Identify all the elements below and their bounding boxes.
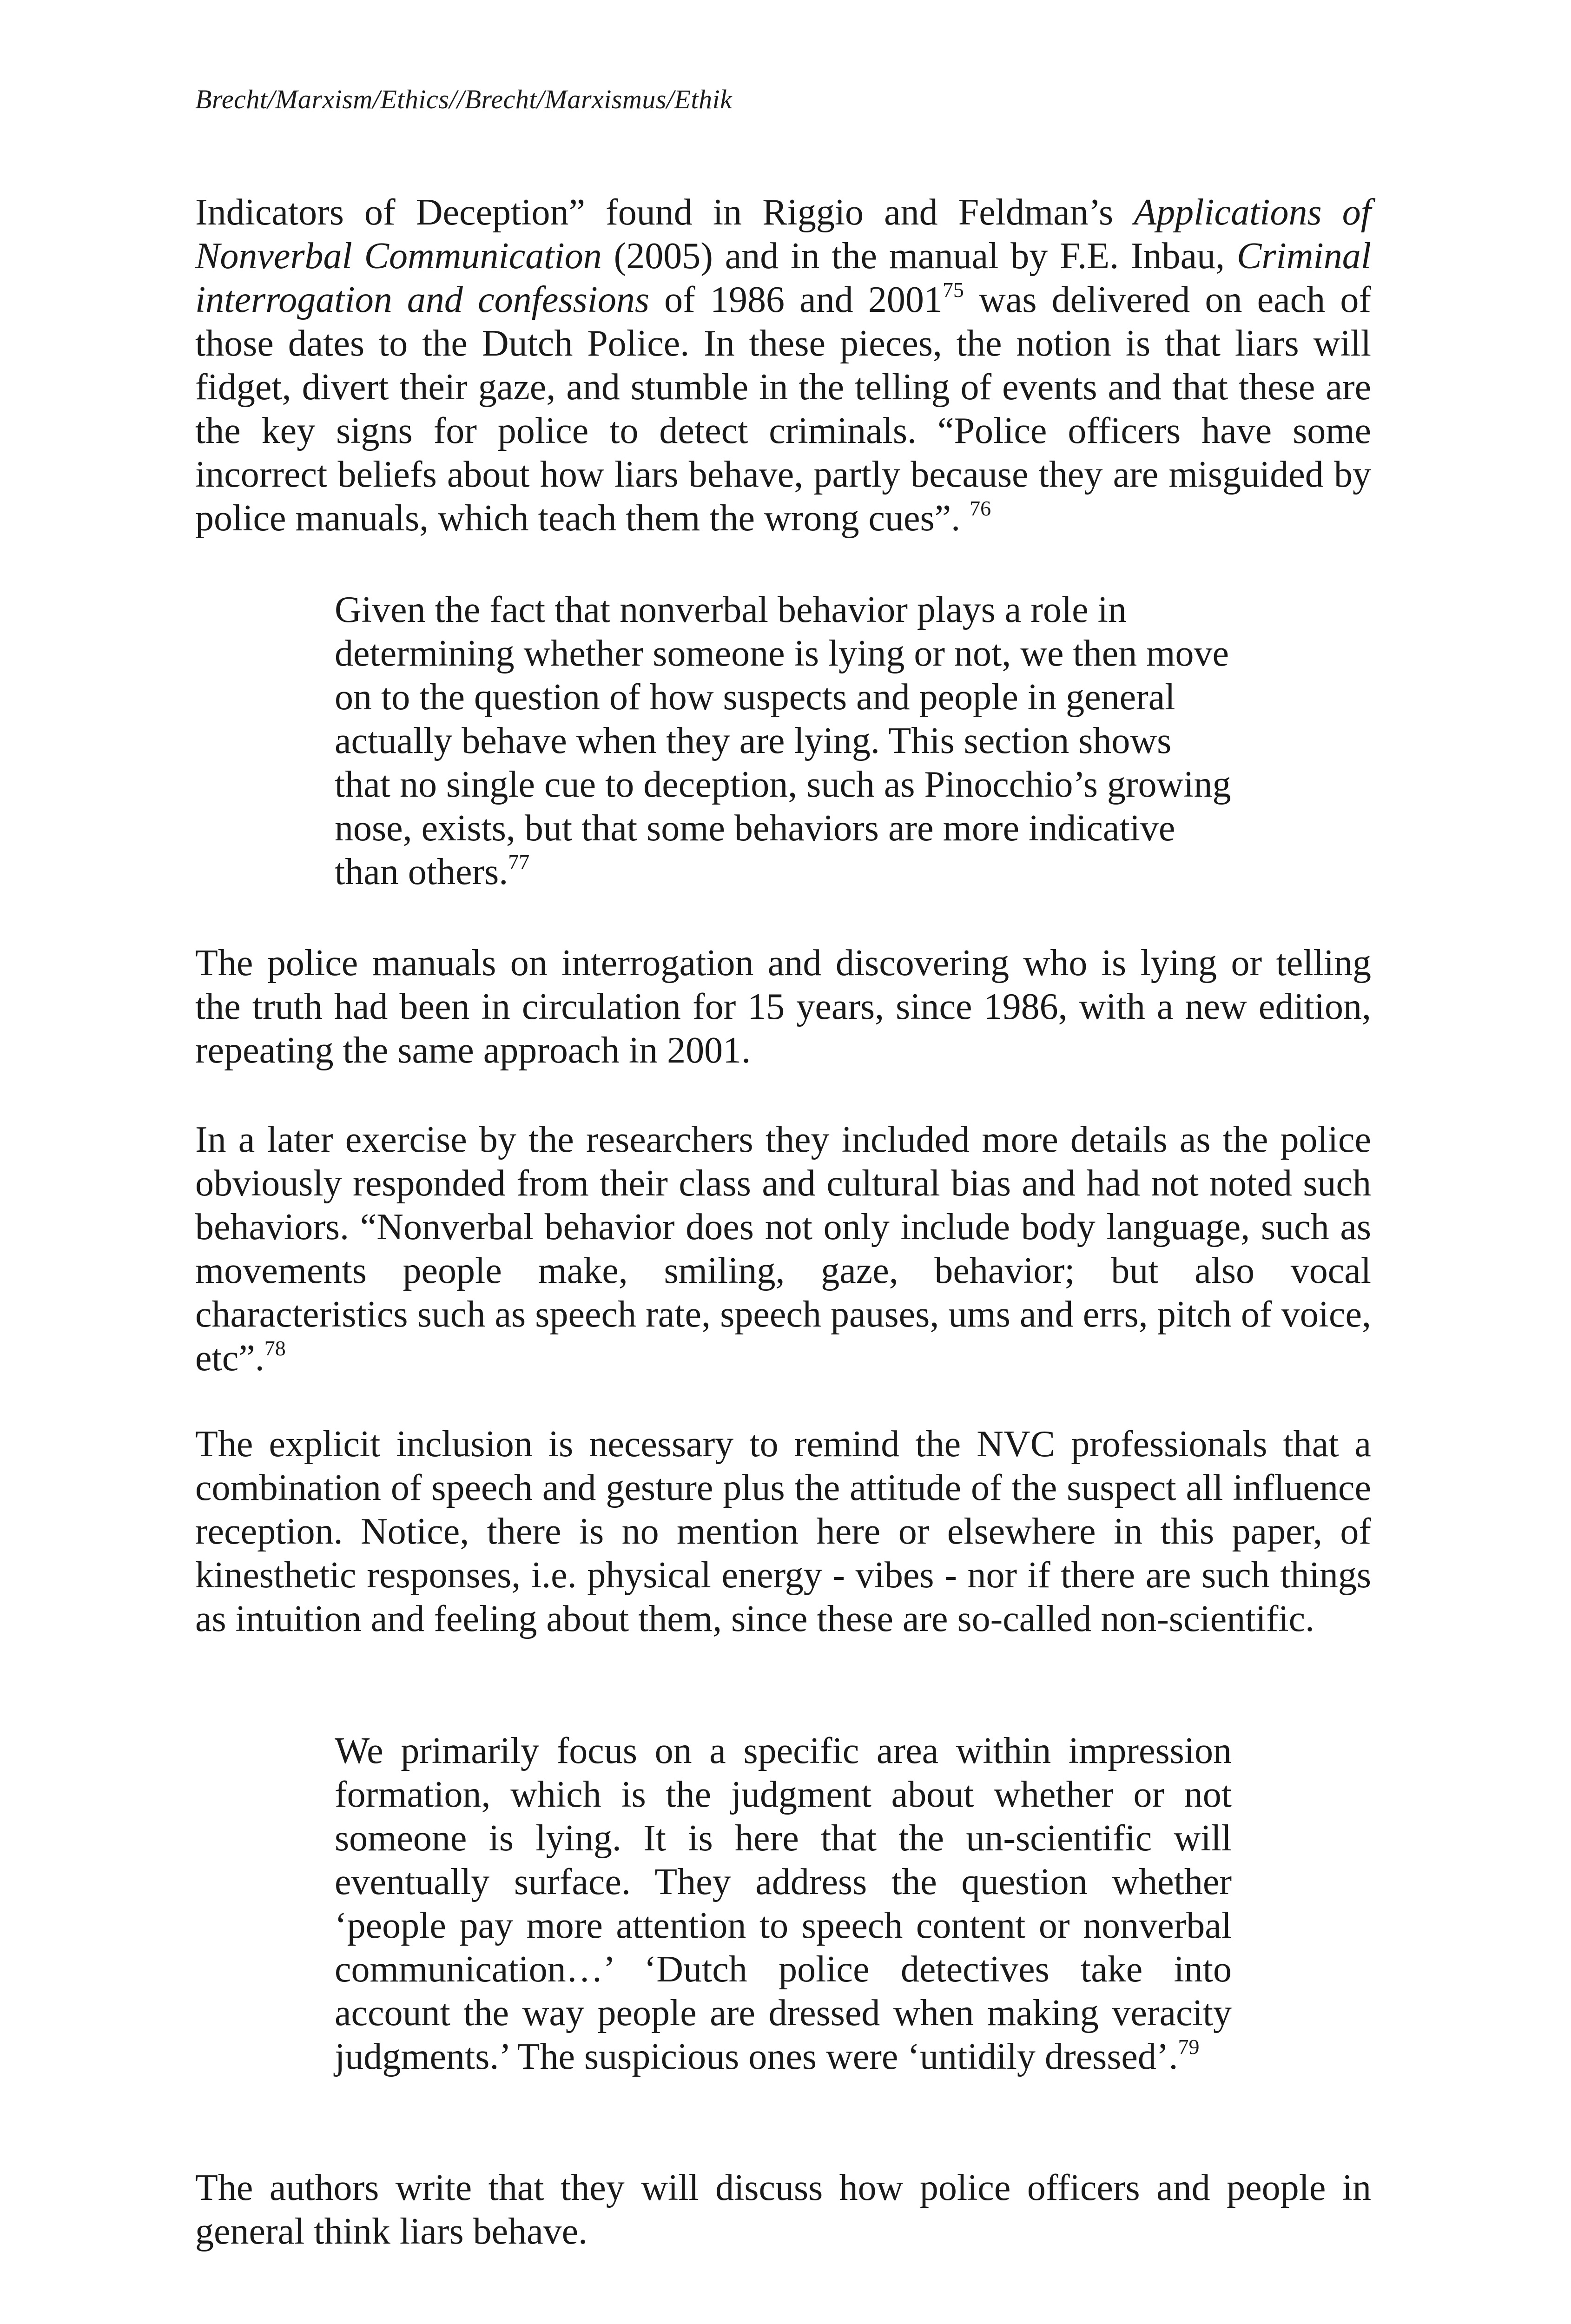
block-quote-2 [335, 1729, 1232, 2079]
footnote-ref-79[interactable]: 79 [1178, 2034, 1200, 2059]
paragraph-5-text: The authors write that they will discuss how police officers and people in general think liars behave. [195, 2167, 1371, 2252]
book-title-criminal-interrogation: Criminal interrogation and confessions [195, 236, 1371, 320]
paragraph-1-text: Indicators of Deception” found in Riggio and Feldman’s [195, 192, 1134, 233]
running-head: Brecht/Marxism/Ethics//Brecht/Marxismus/Ethik [195, 84, 733, 114]
paragraph-1-text: of 1986 and 2001 [649, 279, 943, 320]
block-quote-1 [335, 588, 1232, 894]
paragraph-5 [195, 2166, 1371, 2253]
paragraph-3 [195, 1118, 1371, 1380]
footnote-ref-76[interactable]: 76 [970, 496, 991, 520]
footnote-ref-75[interactable]: 75 [942, 277, 964, 302]
block-quote-2-text: We primarily focus on a specific area within impression formation, which is the judgment about whether or not someone is lying. It is here that the un-scientific will eventually surface. They address the question whether ‘people pay more attention to speech content or nonverbal communication…’ ‘Dutch police detectives take into account the way people are dressed when making veracity judgments.’ The suspicious ones were ‘untidily dressed’. [335, 1730, 1232, 2077]
footnote-ref-77[interactable]: 77 [508, 850, 530, 874]
paragraph-1-text: was delivered on each of those dates to the Dutch Police. In these pieces, the notion is that liars will fidget, divert their gaze, and stumble in the telling of events and that these are the key signs for police to detect criminals. “Police officers have some incorrect beliefs about how liars behave, partly because they are misguided by police manuals, which teach them the wrong cues”. [195, 279, 1371, 539]
paragraph-3-text: In a later exercise by the researchers they included more details as the police obviously responded from their class and cultural bias and had not noted such behaviors. “Nonverbal behavior does not only include body language, such as movements people make, smiling, gaze, behavior; but also vocal characteristics such as speech rate, speech pauses, ums and errs, pitch of voice, etc”. [195, 1119, 1371, 1379]
footnote-ref-78[interactable]: 78 [264, 1336, 286, 1360]
paragraph-1 [195, 191, 1371, 540]
paragraph-4 [195, 1422, 1371, 1641]
paragraph-2 [195, 941, 1371, 1072]
paragraph-2-text: The police manuals on interrogation and discovering who is lying or telling the truth had been in circulation for 15 years, since 1986, with a new edition, repeating the same approach in 2001. [195, 943, 1371, 1071]
book-title-applications: Applications of Nonverbal Communication [195, 192, 1371, 277]
paragraph-4-text: The explicit inclusion is necessary to remind the NVC professionals that a combination of speech and gesture plus the attitude of the suspect all influence reception. Notice, there is no mention here or elsewhere in this paper, of kinesthetic responses, i.e. physical energy - vibes - nor if there are such things as intuition and feeling about them, since these are so-called non-scientific. [195, 1424, 1371, 1639]
paragraph-1-text: (2005) and in the manual by F.E. Inbau, [601, 236, 1237, 277]
block-quote-1-text: Given the fact that nonverbal behavior plays a role in determining whether someone is lying or not, we then move on to the question of how suspects and people in general actually behave when they are lying. This section shows that no single cue to deception, such as Pinocchio’s growing nose, exists, but that some behaviors are more indicative than others. [335, 589, 1231, 892]
